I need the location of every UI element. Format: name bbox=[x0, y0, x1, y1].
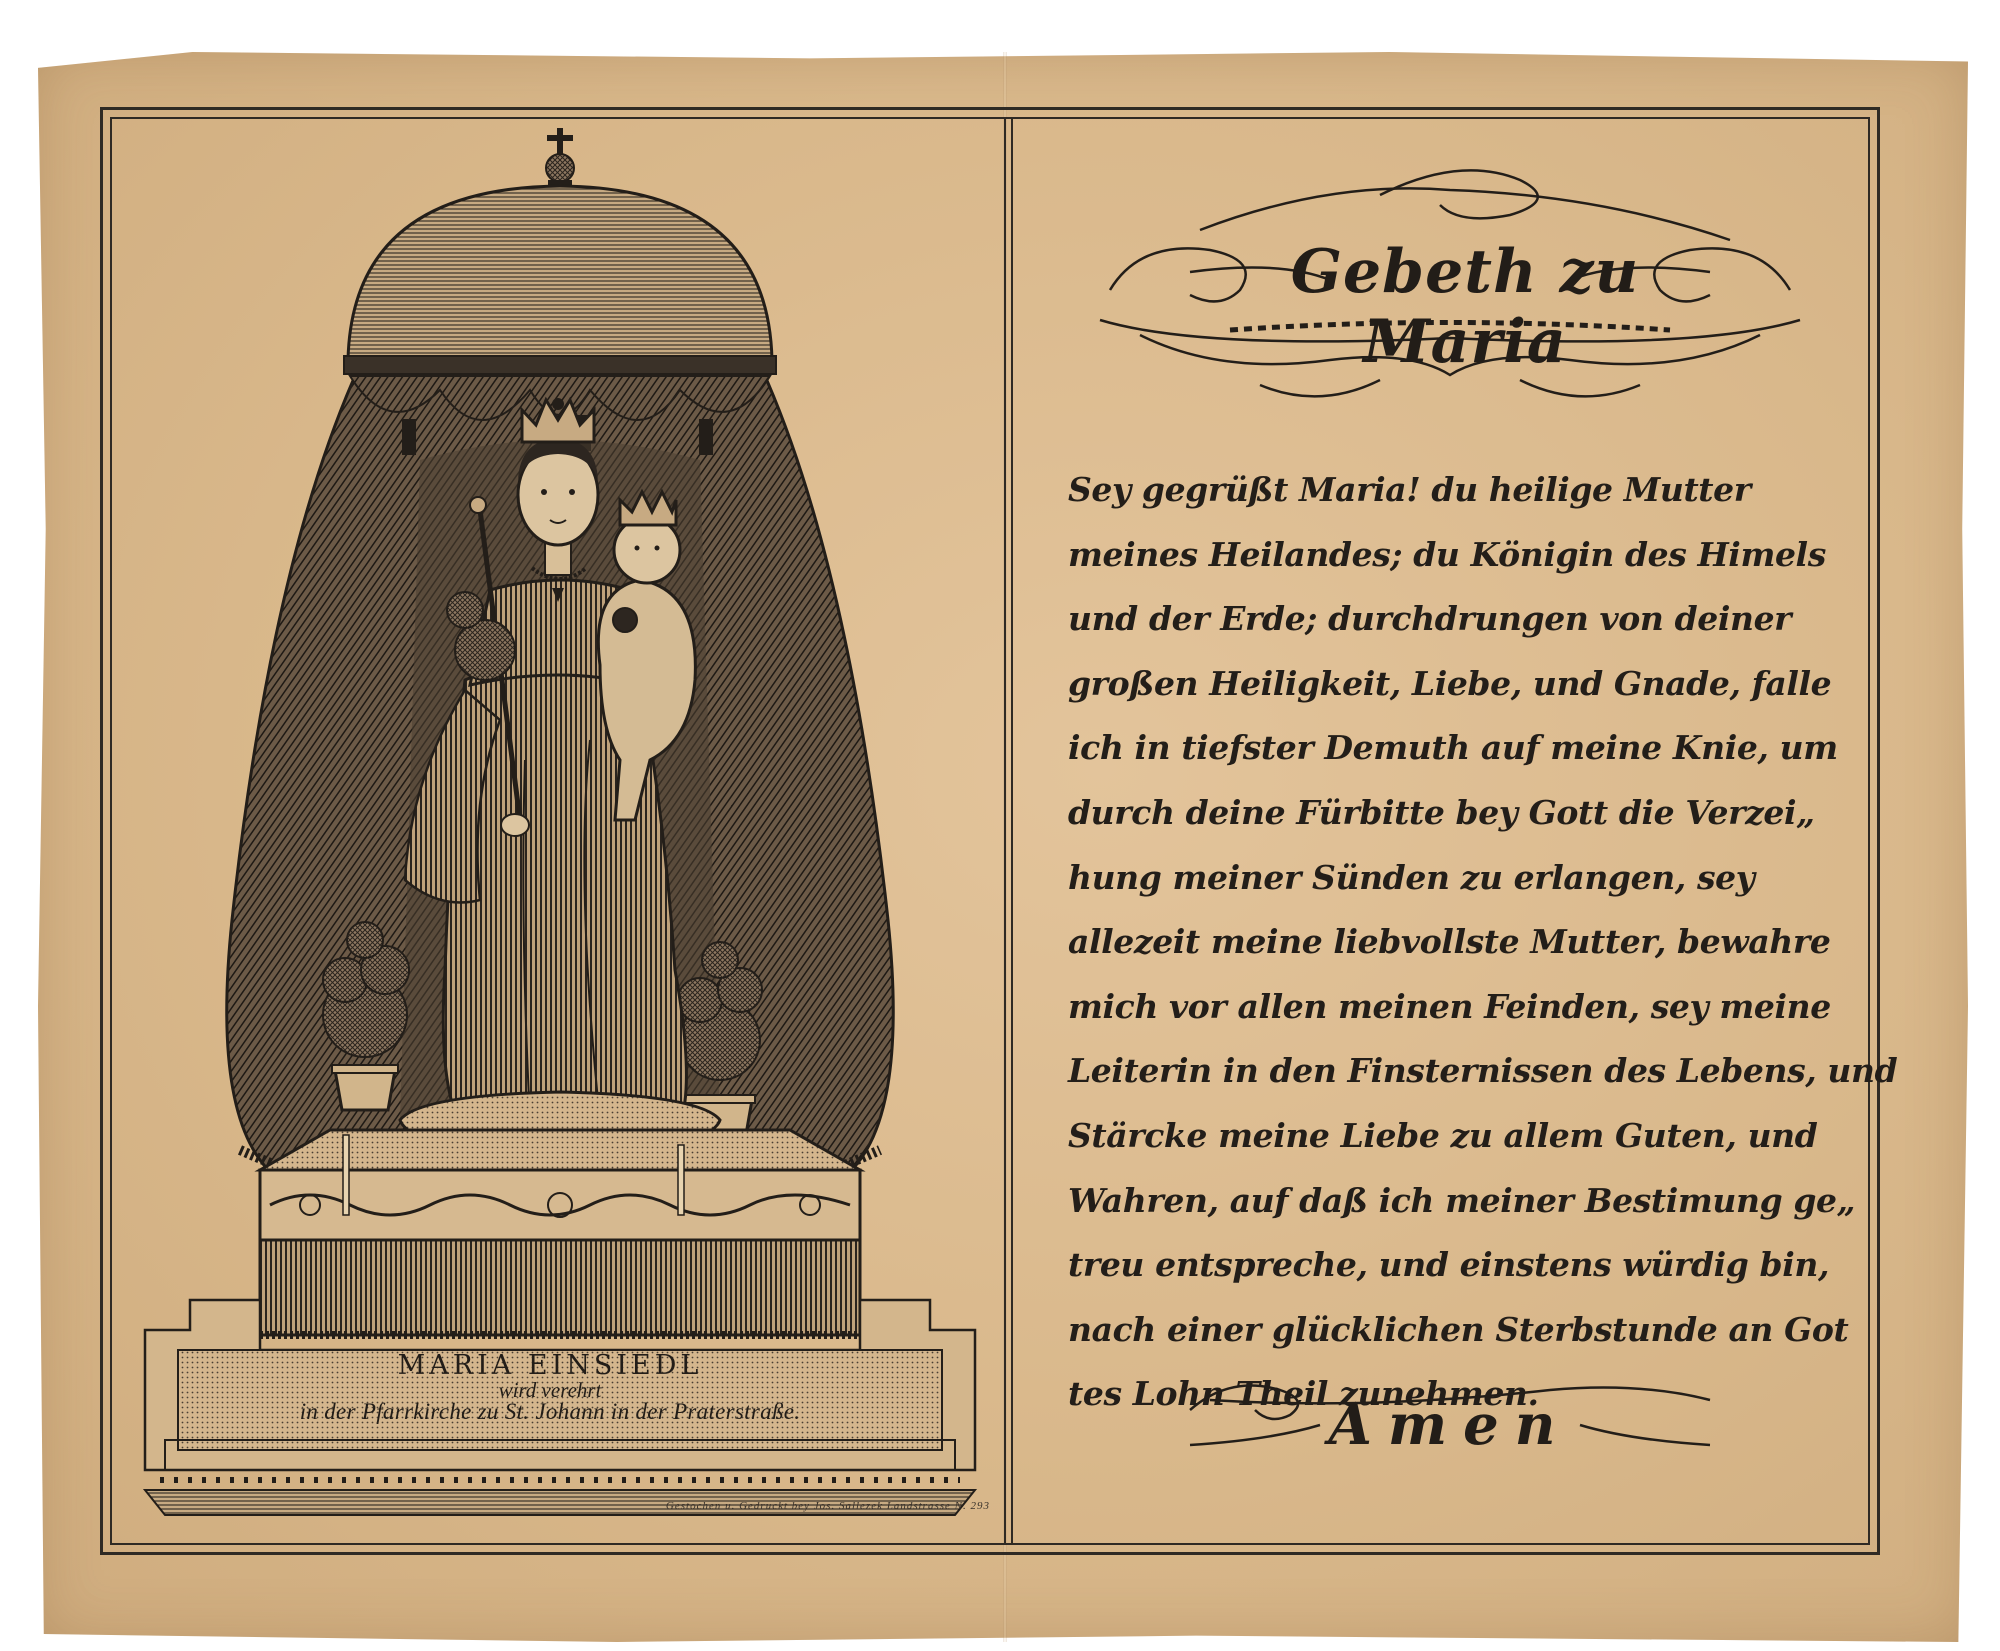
engraving-caption bbox=[180, 1352, 920, 1424]
prayer-line: durch deine Fürbitte bey Gott die Verzei„ bbox=[1068, 792, 1815, 832]
caption-line-1: wird verehrt bbox=[498, 1378, 602, 1402]
prayer-line: tes Lohn Theil zunehmen. bbox=[1068, 1374, 1539, 1414]
prayer-line: hung meiner Sünden zu erlangen, sey bbox=[1068, 857, 1755, 897]
prayer-line: und der Erde; durchdrungen von deiner bbox=[1068, 599, 1792, 639]
panel-divider-second-rule bbox=[1011, 117, 1013, 1545]
closing-amen: Amen bbox=[1328, 1392, 1572, 1458]
altar-table bbox=[260, 1130, 860, 1335]
prayer-line: großen Heiligkeit, Liebe, und Gnade, falle bbox=[1068, 663, 1832, 703]
prayer-line: mich vor allen meinen Feinden, sey meine bbox=[1068, 986, 1831, 1026]
prayer-line: meines Heilandes; du Königin des Himels bbox=[1068, 534, 1826, 574]
caption-line-2: in der Pfarrkirche zu St. Johann in der Praterstraße. bbox=[299, 1399, 801, 1424]
prayer-line: allezeit meine liebvollste Mutter, bewahre bbox=[1068, 922, 1831, 962]
prayer-line: Sey gegrüßt Maria! du heilige Mutter bbox=[1068, 470, 1751, 509]
prayer-line: nach einer glücklichen Sterbstunde an Got bbox=[1068, 1309, 1849, 1349]
caption-title: MARIA EINSIEDL bbox=[397, 1350, 703, 1381]
prayer-line: Wahren, auf daß ich meiner Bestimung ge„ bbox=[1068, 1180, 1856, 1220]
engraver-imprint: Gestochen u. Gedruckt bey Jos. Sallezek Landstrasse N. 293 bbox=[665, 1500, 990, 1512]
prayer-line: ich in tiefster Demuth auf meine Knie, um bbox=[1068, 728, 1838, 768]
prayer-text bbox=[1068, 458, 1898, 1427]
canopy-dome bbox=[348, 186, 772, 360]
panel-divider bbox=[1004, 117, 1006, 1545]
canopy-orb-cross bbox=[546, 128, 574, 188]
prayer-title: Gebeth zu Maria bbox=[1290, 237, 1640, 377]
prayer-line: treu entspreche, und einstens würdig bin, bbox=[1068, 1245, 1830, 1285]
prayer-line: Leiterin in den Finsternissen des Lebens, und bbox=[1068, 1051, 1898, 1091]
madonna-engraving bbox=[120, 120, 1000, 1540]
prayer-line: Stärcke meine Liebe zu allem Guten, und bbox=[1068, 1115, 1818, 1155]
